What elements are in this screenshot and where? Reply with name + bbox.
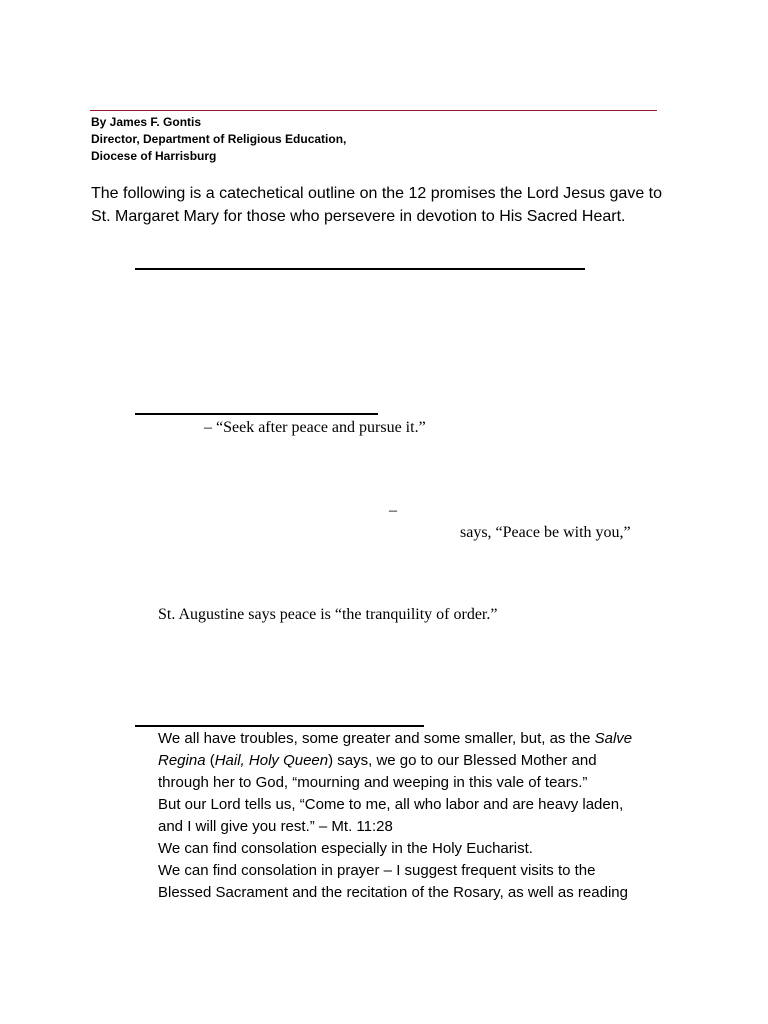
header-rule bbox=[90, 110, 657, 111]
intro-paragraph: The following is a catechetical outline on the 12 promises the Lord Jesus gave to St. Margaret Mary for those who persevere in devotion to His Sacred Heart. bbox=[91, 185, 662, 225]
heading-underline-peace bbox=[135, 413, 378, 415]
dash-mark: – bbox=[389, 502, 397, 519]
regina-italic: Regina bbox=[158, 752, 206, 769]
consolation-text: ) says, we go to our Blessed Mother and bbox=[328, 752, 597, 769]
hail-holy-queen-italic: Hail, Holy Queen bbox=[214, 752, 329, 769]
consolation-line bbox=[158, 750, 683, 772]
author-line: By James F. Gontis bbox=[91, 115, 202, 129]
section-divider bbox=[135, 268, 585, 270]
quote-seek-peace: – “Seek after peace and pursue it.” bbox=[204, 419, 426, 436]
heading-underline-consolation bbox=[135, 725, 424, 727]
consolation-line: Blessed Sacrament and the recitation of the Rosary, as well as reading bbox=[158, 884, 628, 901]
consolation-line: and I will give you rest.” – Mt. 11:28 bbox=[158, 818, 393, 835]
consolation-line: We can find consolation in prayer – I suggest frequent visits to the bbox=[158, 862, 596, 879]
salve-italic: Salve bbox=[594, 730, 633, 747]
author-title-line: Director, Department of Religious Education, bbox=[91, 132, 347, 146]
consolation-text: We all have troubles, some greater and some smaller, but, as the bbox=[158, 730, 595, 747]
augustine-quote: St. Augustine says peace is “the tranquility of order.” bbox=[158, 606, 498, 623]
quote-peace-be-with-you: says, “Peace be with you,” bbox=[460, 524, 631, 541]
consolation-text: ( bbox=[205, 752, 215, 769]
consolation-line: We can find consolation especially in the Holy Eucharist. bbox=[158, 840, 533, 857]
consolation-paragraph bbox=[158, 728, 683, 904]
consolation-line: But our Lord tells us, “Come to me, all who labor and are heavy laden, bbox=[158, 796, 624, 813]
author-org-line: Diocese of Harrisburg bbox=[91, 149, 217, 163]
consolation-line bbox=[158, 728, 683, 750]
consolation-line: through her to God, “mourning and weeping in this vale of tears.” bbox=[158, 774, 588, 791]
